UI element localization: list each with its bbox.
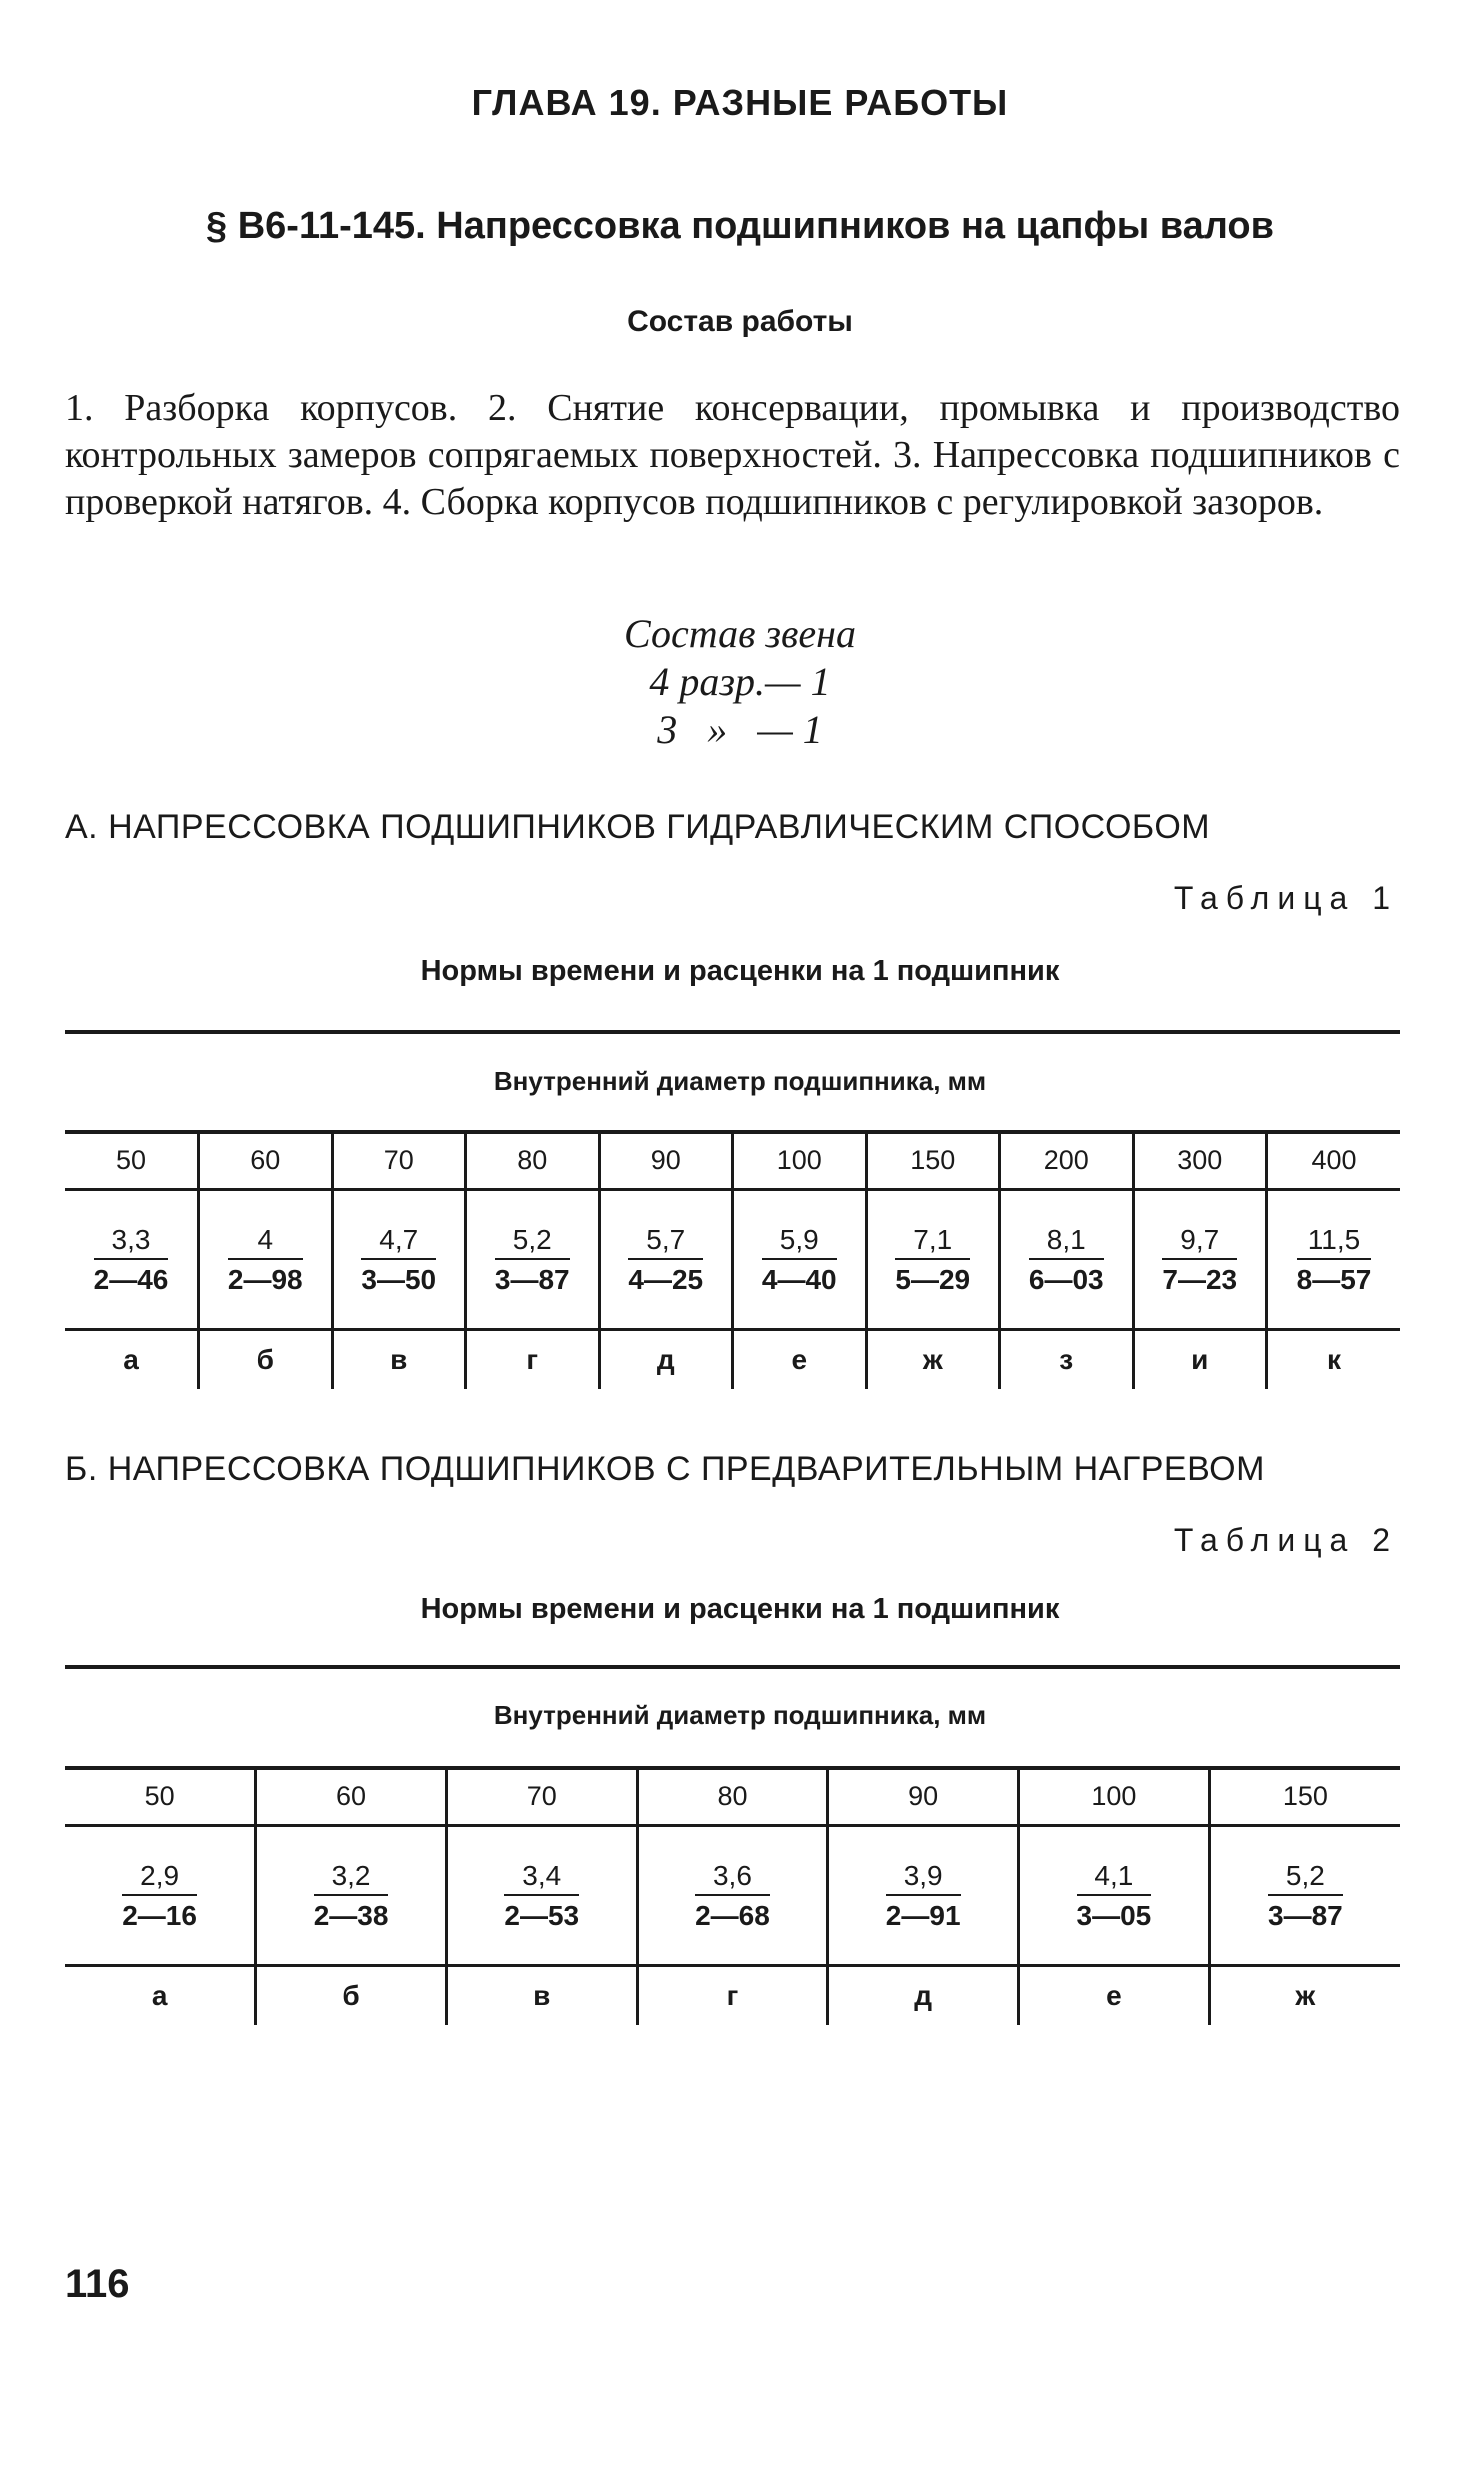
norm-rate-fraction (1077, 1860, 1152, 1932)
crew-line: 3 » — 1 (657, 707, 823, 752)
norm-rate-cell (65, 1190, 199, 1330)
time-norm: 5,2 (1268, 1860, 1343, 1896)
rate-value: 2—38 (313, 1899, 389, 1931)
index-row (65, 1966, 1400, 2026)
diameter-cell: 80 (466, 1133, 600, 1190)
index-cell: г (466, 1330, 600, 1390)
time-norm: 8,1 (1029, 1224, 1104, 1260)
index-cell: з (1000, 1330, 1134, 1390)
table-2-number: Таблица 2 (1173, 1522, 1398, 1558)
time-norm: 4,1 (1077, 1860, 1152, 1896)
rate-value: 5—29 (895, 1263, 971, 1295)
crew-heading: Состав звена (623, 611, 856, 656)
norm-rate-fraction (895, 1224, 970, 1296)
rate-value: 3—87 (1268, 1899, 1343, 1931)
diameter-cell: 150 (1209, 1769, 1400, 1826)
norm-rate-fraction (1268, 1860, 1343, 1932)
norm-rate-fraction (886, 1860, 961, 1932)
norm-rate-cell (1000, 1190, 1134, 1330)
time-norm: 4,7 (361, 1224, 436, 1260)
norm-rate-cell (332, 1190, 466, 1330)
rate-value: 3—05 (1076, 1899, 1152, 1931)
chapter-title: ГЛАВА 19. РАЗНЫЕ РАБОТЫ (471, 82, 1009, 123)
time-norm: 3,6 (695, 1860, 770, 1896)
rate-value: 2—98 (227, 1263, 303, 1295)
time-norm: 7,1 (895, 1224, 970, 1260)
diameter-cell: 70 (446, 1769, 637, 1826)
section-title: § В6-11-145. Напрессовка подшипников на цапфы валов (206, 205, 1274, 247)
index-cell: г (637, 1966, 828, 2026)
diameter-cell: 50 (65, 1133, 199, 1190)
index-cell: в (332, 1330, 466, 1390)
table-1 (65, 1133, 1400, 1389)
table-2-title: Нормы времени и расценки на 1 подшипник (420, 1593, 1060, 1625)
rate-value: 2—16 (122, 1899, 197, 1931)
table-1-title: Нормы времени и расценки на 1 подшипник (420, 955, 1060, 987)
norm-rate-row (65, 1826, 1400, 1966)
diameter-cell: 100 (1019, 1769, 1210, 1826)
norm-rate-cell (466, 1190, 600, 1330)
rate-value: 7—23 (1162, 1263, 1238, 1295)
time-norm: 3,3 (94, 1224, 169, 1260)
diameter-cell: 80 (637, 1769, 828, 1826)
diameter-row (65, 1769, 1400, 1826)
diameter-cell: 200 (1000, 1133, 1134, 1190)
norm-rate-cell (1019, 1826, 1210, 1966)
index-cell: к (1267, 1330, 1401, 1390)
time-norm: 3,2 (314, 1860, 389, 1896)
norm-rate-fraction (1029, 1224, 1104, 1296)
time-norm: 11,5 (1297, 1224, 1372, 1260)
index-cell: а (151, 1980, 168, 2011)
diameter-cell: 90 (828, 1769, 1019, 1826)
norm-rate-cell (1133, 1190, 1267, 1330)
norm-rate-cell (199, 1190, 333, 1330)
rate-value: 2—53 (504, 1899, 580, 1931)
index-cell: а (123, 1344, 139, 1375)
norm-rate-cell (828, 1826, 1019, 1966)
norm-rate-cell (637, 1826, 828, 1966)
index-cell: д (828, 1966, 1019, 2026)
norm-rate-fraction (314, 1860, 389, 1932)
time-norm: 5,2 (495, 1224, 570, 1260)
index-cell: в (446, 1966, 637, 2026)
crew-composition (0, 610, 1480, 754)
rate-value: 4—40 (761, 1263, 837, 1295)
index-cell: и (1133, 1330, 1267, 1390)
index-cell: ж (866, 1330, 1000, 1390)
rate-value: 2—68 (695, 1899, 770, 1931)
diameter-cell: 60 (256, 1769, 447, 1826)
rate-value: 3—87 (494, 1263, 570, 1295)
norm-rate-cell (1267, 1190, 1401, 1330)
norm-rate-fraction (1162, 1224, 1237, 1296)
time-norm: 3,4 (504, 1860, 579, 1896)
norm-rate-fraction (94, 1224, 169, 1296)
rate-value: 8—57 (1296, 1263, 1372, 1295)
table-2-column-header: Внутренний диаметр подшипника, мм (493, 1700, 987, 1730)
diameter-cell: 50 (65, 1769, 256, 1826)
rate-value: 2—46 (93, 1263, 169, 1295)
norm-rate-fraction (762, 1224, 837, 1296)
table-2-top-rule (65, 1665, 1400, 1669)
part-a-heading: А. НАПРЕССОВКА ПОДШИПНИКОВ ГИДРАВЛИЧЕСКИМ СПОСОБОМ (65, 808, 1211, 846)
norm-rate-fraction (495, 1224, 570, 1296)
time-norm: 4 (228, 1224, 303, 1260)
table-1-number: Таблица 1 (1173, 880, 1398, 916)
diameter-cell: 100 (733, 1133, 867, 1190)
work-composition-heading: Состав работы (627, 305, 853, 338)
rate-value: 4—25 (628, 1263, 704, 1295)
time-norm: 5,9 (762, 1224, 837, 1260)
time-norm: 5,7 (628, 1224, 703, 1260)
index-row (65, 1330, 1400, 1390)
crew-line: 4 разр.— 1 (649, 659, 831, 704)
norm-rate-fraction (695, 1860, 770, 1932)
table-1-column-header: Внутренний диаметр подшипника, мм (493, 1066, 987, 1096)
index-cell: б (199, 1330, 333, 1390)
diameter-cell: 90 (599, 1133, 733, 1190)
norm-rate-fraction (122, 1860, 197, 1932)
time-norm: 3,9 (886, 1860, 961, 1896)
index-cell: д (599, 1330, 733, 1390)
diameter-cell: 150 (866, 1133, 1000, 1190)
norm-rate-fraction (628, 1224, 703, 1296)
page-number: 116 (65, 2262, 130, 2306)
norm-rate-fraction (361, 1224, 436, 1296)
norm-rate-row (65, 1190, 1400, 1330)
index-cell: е (733, 1330, 867, 1390)
norm-rate-cell (446, 1826, 637, 1966)
diameter-cell: 300 (1133, 1133, 1267, 1190)
norm-rate-cell (256, 1826, 447, 1966)
norm-rate-cell (1209, 1826, 1400, 1966)
norm-rate-cell (599, 1190, 733, 1330)
index-cell: ж (1209, 1966, 1400, 2026)
time-norm: 2,9 (122, 1860, 197, 1896)
rate-value: 3—50 (361, 1263, 437, 1295)
time-norm: 9,7 (1162, 1224, 1237, 1260)
diameter-row (65, 1133, 1400, 1190)
rate-value: 2—91 (885, 1899, 961, 1931)
index-cell: б (256, 1966, 447, 2026)
index-cell: е (1019, 1966, 1210, 2026)
rate-value: 6—03 (1028, 1263, 1104, 1295)
norm-rate-fraction (228, 1224, 303, 1296)
norm-rate-fraction (504, 1860, 579, 1932)
diameter-cell: 60 (199, 1133, 333, 1190)
norm-rate-cell (866, 1190, 1000, 1330)
norm-rate-cell (733, 1190, 867, 1330)
table-1-top-rule (65, 1030, 1400, 1034)
norm-rate-fraction (1297, 1224, 1372, 1296)
diameter-cell: 70 (332, 1133, 466, 1190)
work-composition-text: 1. Разборка корпусов. 2. Снятие консервации, промывка и производство контрольных замеров сопрягаемых поверхностей. 3. Напрессовка подшипников с проверкой натягов. 4. Сборка корпусов подшипников с регулировкой зазоров. (65, 387, 1400, 523)
norm-rate-cell (65, 1826, 256, 1966)
table-2 (65, 1769, 1400, 2025)
diameter-cell: 400 (1267, 1133, 1401, 1190)
part-b-heading: Б. НАПРЕССОВКА ПОДШИПНИКОВ С ПРЕДВАРИТЕЛЬНЫМ НАГРЕВОМ (65, 1450, 1265, 1488)
